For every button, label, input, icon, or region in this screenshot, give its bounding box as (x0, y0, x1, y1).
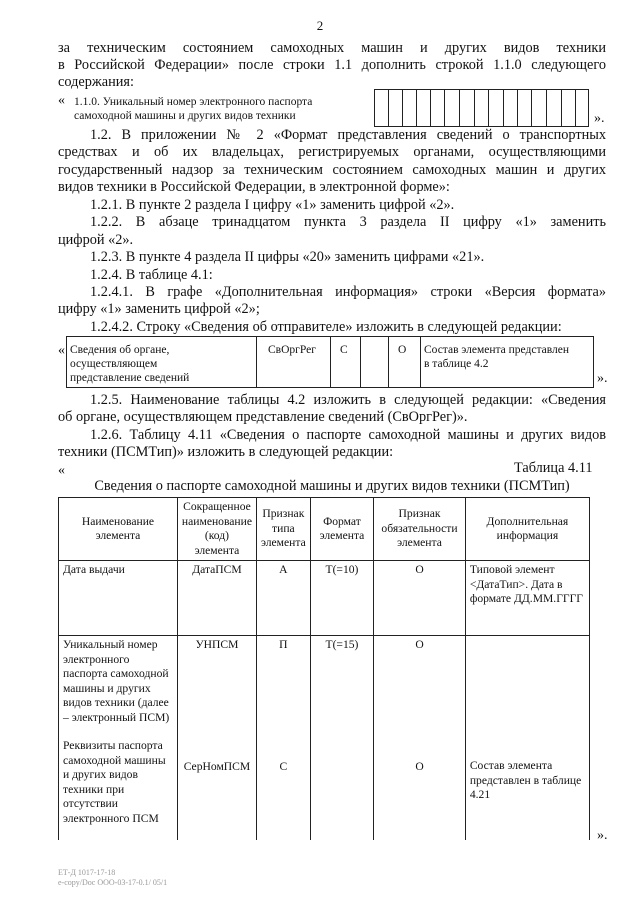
table-label: Таблица 4.11 (514, 460, 593, 476)
body-text-line: техники (ПСМТип)» изложить в следующей редакции: (58, 444, 394, 460)
cell-divider (360, 336, 361, 388)
table-cell: ДатаПСМ (177, 561, 256, 636)
sender-info-line: Состав элемента представлен (424, 344, 569, 356)
table-cell: О (374, 561, 466, 636)
sender-req: О (398, 344, 407, 356)
table-header-cell: Признак обязательности элемента (374, 498, 466, 561)
uin-cells-box (374, 89, 589, 127)
table-row (59, 636, 590, 841)
cell-divider (546, 89, 547, 127)
table-cell: T(=10) (310, 561, 373, 636)
table-header-cell: Наименование элемента (59, 498, 178, 561)
body-text-line: об органе, осуществляющем представление сведений (СвОргРег)». (58, 409, 468, 425)
table-header-cell: Признак типа элемента (256, 498, 310, 561)
table-row (59, 561, 590, 636)
table-cell (177, 636, 256, 841)
table-cell: Дата выдачи (59, 561, 178, 636)
footer-mark-line: ЕТ-Д 1017-17-18 (58, 868, 116, 877)
cell-divider (488, 89, 489, 127)
cell-divider (459, 89, 460, 127)
table-cell-text: T(=15) (325, 638, 359, 651)
body-text-line: 1.2.5. Наименование таблицы 4.2 изложить в следующей редакции: «Сведения (90, 392, 606, 408)
table-cell-text: СерНомПСМ (183, 759, 251, 773)
body-text-line: 1.2.1. В пункте 2 раздела I цифру «1» заменить цифрой «2». (90, 197, 455, 213)
body-text-line: 1.2.6. Таблицу 4.11 «Сведения о паспорте самоходной машины и других видов (90, 427, 606, 443)
row-110-label-line: самоходной машины и других видов техники (74, 110, 296, 122)
close-quote: ». (597, 371, 608, 386)
table-header-row (59, 498, 590, 561)
sender-name-line: осуществляющем (70, 358, 158, 370)
table-cell (374, 636, 466, 841)
body-text-line: средствах и об их владельцах, регистрируемых органами, осуществляющими (58, 144, 606, 160)
cell-divider (402, 89, 403, 127)
sender-name-line: представление сведений (70, 372, 190, 384)
body-text-line: за техническим состоянием самоходных машин и других видов техники (58, 40, 606, 56)
body-text-line: 1.2. В приложении № 2 «Формат представления сведений о транспортных (90, 127, 606, 143)
close-quote: ». (597, 828, 608, 843)
cell-divider (503, 89, 504, 127)
table-cell (59, 636, 178, 841)
cell-divider (330, 336, 331, 388)
sender-name-line: Сведения об органе, (70, 344, 170, 356)
page-number: 2 (316, 18, 324, 33)
footer-mark-line: e-copy/Doc OOO-03-17-0.1/ 05/1 (58, 878, 168, 887)
table-cell-text: О (415, 638, 424, 651)
cell-divider (388, 89, 389, 127)
sender-name (70, 343, 189, 385)
sender-type: С (340, 344, 348, 356)
body-text-line: видов техники в Российской Федерации, в электронной форме»: (58, 179, 450, 195)
body-text-line: государственный надзор за техническим состоянием самоходных машин и других (58, 162, 606, 178)
body-text-line: цифру «1» заменить цифрой «2»; (58, 301, 260, 317)
cell-divider (420, 336, 421, 388)
cell-divider (561, 89, 562, 127)
table-cell-text: УНПСМ (195, 638, 239, 651)
table-cell-text: Состав элемента представлен в таблице 4.21 (469, 759, 582, 801)
open-quote: « (58, 343, 65, 358)
table-cell (256, 636, 310, 841)
body-text-line: 1.2.3. В пункте 4 раздела II цифры «20» заменить цифрами «21». (90, 249, 485, 265)
body-text-line: цифрой «2». (58, 232, 134, 248)
sender-info (424, 343, 569, 371)
cell-divider (444, 89, 445, 127)
body-text-line: 1.2.2. В абзаце тринадцатом пункта 3 раздела II цифру «1» заменить (90, 214, 606, 230)
cell-divider (517, 89, 518, 127)
body-text-line: в Российской Федерации» после строки 1.1 дополнить строкой 1.1.0 следующего (58, 57, 606, 73)
cell-divider (575, 89, 576, 127)
cell-divider (531, 89, 532, 127)
open-quote: « (58, 93, 65, 108)
table-title: Сведения о паспорте самоходной машины и других видов техники (ПСМТип) (94, 478, 570, 494)
close-quote: ». (594, 111, 605, 126)
table-cell: А (256, 561, 310, 636)
sender-code: СвОргРег (268, 344, 316, 356)
table-cell-text: Уникальный номер электронного паспорта самоходной машины и других видов техники (далее – электронный ПСМ) (63, 638, 170, 724)
sender-info-line: в таблице 4.2 (424, 358, 489, 370)
row-110-label (74, 95, 312, 123)
table-header-cell: Дополнительная информация (465, 498, 589, 561)
body-text-line: содержания: (58, 74, 134, 90)
table-header-cell: Формат элемента (310, 498, 373, 561)
cell-divider (256, 336, 257, 388)
cell-divider (416, 89, 417, 127)
table-cell-text: П (279, 638, 288, 651)
body-text-line: 1.2.4.1. В графе «Дополнительная информация» строки «Версия формата» (90, 284, 606, 300)
body-text-line: 1.2.4. В таблице 4.1: (90, 267, 213, 283)
table-cell: Типовой элемент <ДатаТип>. Дата в формате ДД.ММ.ГГГГ (465, 561, 589, 636)
table-cell-text: С (279, 759, 288, 773)
cell-divider (388, 336, 389, 388)
body-text-line: 1.2.4.2. Строку «Сведения об отправителе» изложить в следующей редакции: (90, 319, 562, 335)
table-cell-text: О (415, 759, 424, 773)
cell-divider (430, 89, 431, 127)
footer-mark (58, 868, 167, 888)
open-quote: « (58, 463, 65, 478)
table-cell-text: Реквизиты паспорта самоходной машины и других видов техники при отсутствии электронного ПСМ (63, 739, 166, 825)
passport-table (58, 497, 590, 840)
row-110-label-line: 1.1.0. Уникальный номер электронного паспорта (74, 96, 313, 108)
table-cell (465, 636, 589, 841)
cell-divider (474, 89, 475, 127)
table-header-cell: Сокращенное наименование (код) элемента (177, 498, 256, 561)
table-cell (310, 636, 373, 841)
